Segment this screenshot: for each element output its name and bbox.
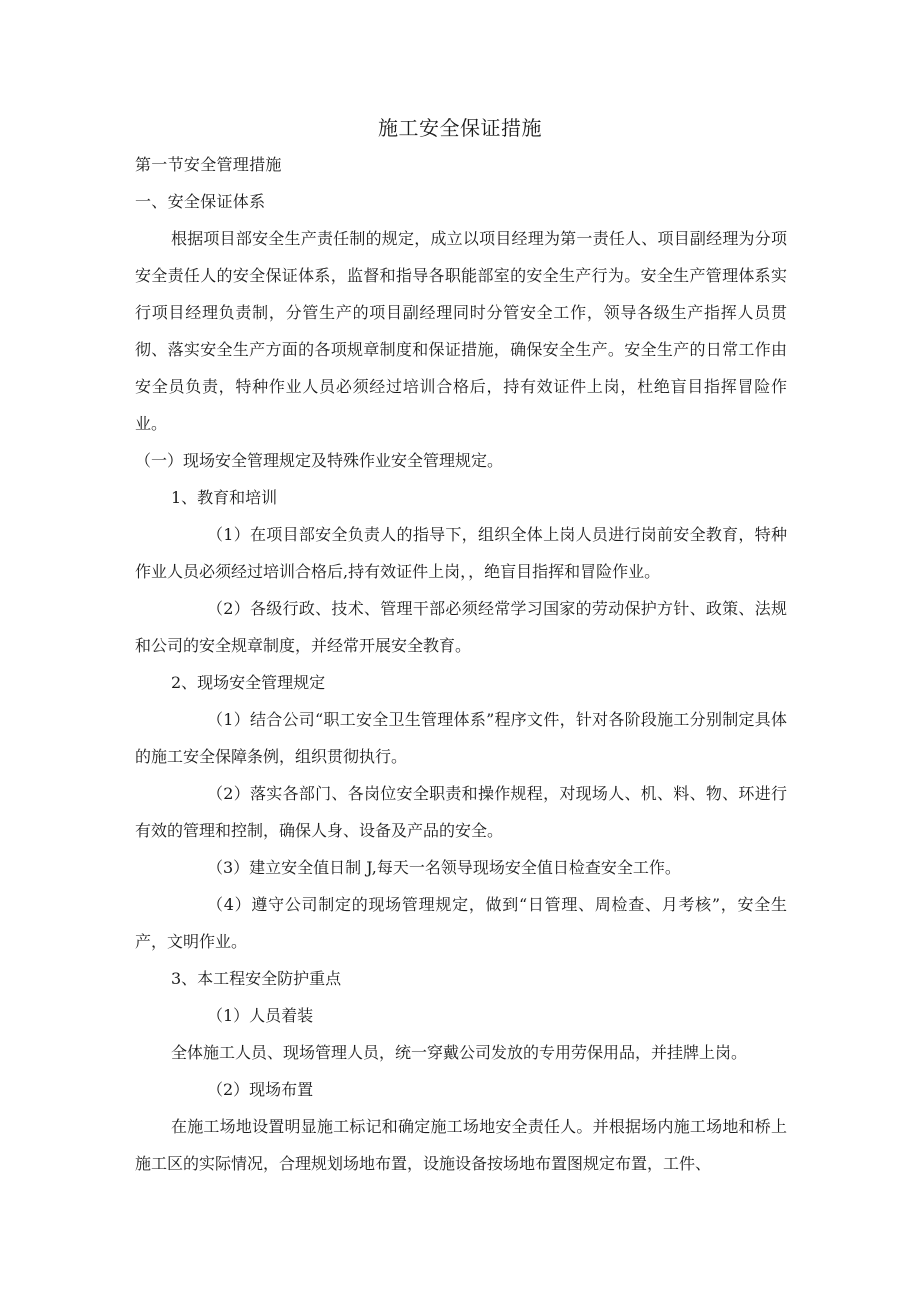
document-title: 施工安全保证措施 (378, 116, 542, 140)
item3-heading: 3、本工程安全防护重点 (171, 969, 342, 988)
item1-heading: 1、教育和培训 (171, 488, 278, 507)
intro-paragraph: 根据项目部安全生产责任制的规定，成立以项目经理为第一责任人、项目副经理为分项安全责任人的安全保证体系，监督和指导各职能部室的安全生产行为。安全生产管理体系实行项目经理负责制，分管生产的项目副经理同时分管安全工作，领导各级生产指挥人员贯彻、落实安全生产方面的各项规章制度和保证措施，确保安全生产。安全生产的日常工作由安全员负责，特种作业人员必须经过培训合格后，持有效证件上岗，杜绝盲目指挥冒险作业。 (135, 229, 787, 433)
subsection-heading: 一、安全保证体系 (135, 192, 266, 211)
item2-paragraph-4: （4）遵守公司制定的现场管理规定，做到“日管理、周检查、月考核”，安全生产，文明作业。 (135, 895, 787, 951)
part-heading: （一）现场安全管理规定及特殊作业安全管理规定。 (135, 451, 504, 470)
item3-sub1-text: 全体施工人员、现场管理人员，统一穿戴公司发放的专用劳保用品，并挂牌上岗。 (171, 1043, 748, 1062)
item2-paragraph-1: （1）结合公司“职工安全卫生管理体系”程序文件，针对各阶段施工分别制定具体的施工安全保障条例，组织贯彻执行。 (135, 710, 787, 766)
document-body (135, 146, 787, 1182)
item1-paragraph-2: （2）各级行政、技术、管理干部必须经常学习国家的劳动保护方针、政策、法规和公司的安全规章制度，并经常开展安全教育。 (135, 599, 787, 655)
item1-paragraph-1: （1）在项目部安全负责人的指导下，组织全体上岗人员进行岗前安全教育，特种作业人员必须经过培训合格后,持有效证件上岗，，绝盲目指挥和冒险作业。 (135, 525, 787, 581)
item2-heading: 2、现场安全管理规定 (171, 673, 326, 692)
item3-sub2-text: 在施工场地设置明显施工标记和确定施工场地安全责任人。并根据场内施工场地和桥上施工区的实际情况，合理规划场地布置，设施设备按场地布置图规定布置，工件、 (135, 1117, 787, 1173)
item2-paragraph-3: （3）建立安全值日制 J,每天一名领导现场安全值日检查安全工作。 (207, 858, 681, 877)
item3-sub1-heading: （1）人员着装 (207, 1006, 314, 1025)
item2-paragraph-2: （2）落实各部门、各岗位安全职责和操作规程，对现场人、机、料、物、环进行有效的管理和控制，确保人身、设备及产品的安全。 (135, 784, 787, 840)
item3-sub2-heading: （2）现场布置 (207, 1080, 314, 1099)
section-heading: 第一节安全管理措施 (135, 155, 282, 174)
